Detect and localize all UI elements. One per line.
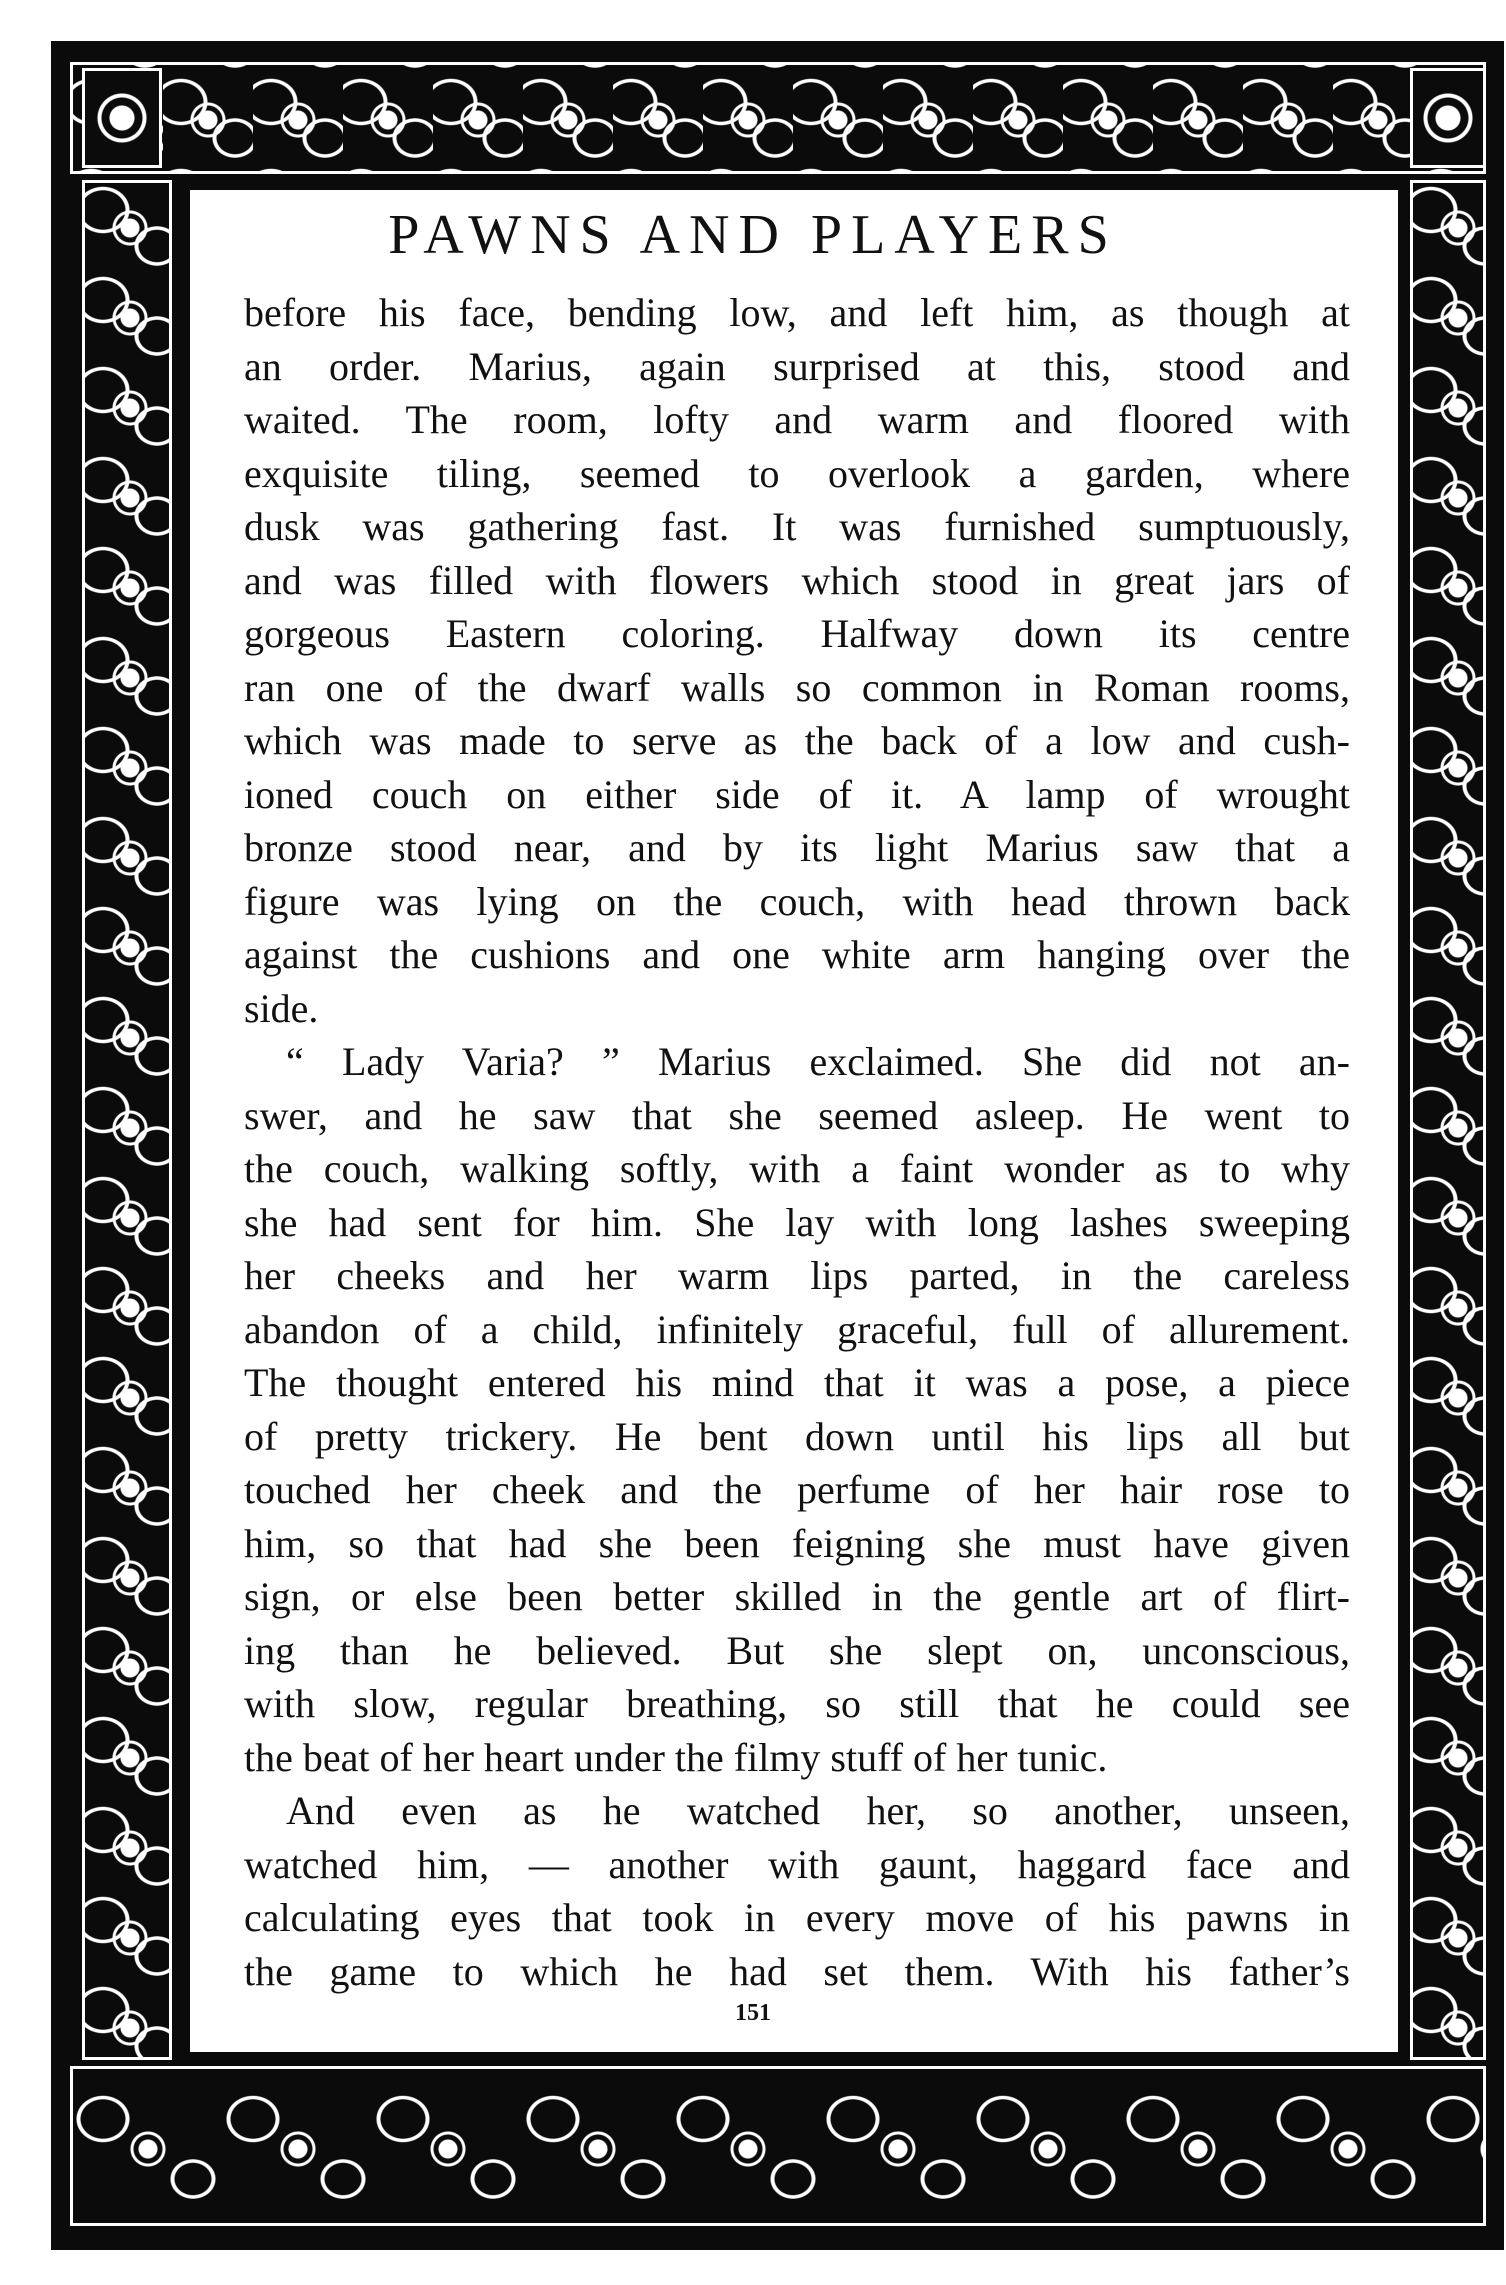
paragraph [244, 1035, 1350, 1784]
text-line: “ Lady Varia? ” Marius exclaimed. She did not an- [286, 1039, 1350, 1084]
text-line: waited. The room, lofty and warm and floored with [244, 397, 1350, 442]
text-line: touched her cheek and the perfume of her hair rose to [244, 1467, 1350, 1512]
text-line: her cheeks and her warm lips parted, in the careless [244, 1253, 1350, 1298]
left-ornament-band [82, 180, 172, 2060]
text-line: side. [244, 985, 319, 1031]
text-line: ioned couch on either side of it. A lamp of wrought [244, 771, 1350, 817]
text-line: sign, or else been better skilled in the gentle art of flirt- [244, 1574, 1350, 1619]
text-line: and was filled with flowers which stood in great jars of [244, 557, 1350, 603]
corner-flower-ornament [1410, 68, 1486, 168]
text-line: And even as he watched her, so another, unseen, [286, 1788, 1350, 1833]
running-head: PAWNS AND PLAYERS [388, 204, 1118, 266]
text-line: ran one of the dwarf walls so common in Roman rooms, [244, 664, 1350, 710]
bottom-ornament-band [70, 2066, 1486, 2226]
text-line: an order. Marius, again surprised at this, stood and [244, 343, 1350, 389]
text-line: exquisite tiling, seemed to overlook a garden, where [244, 450, 1350, 496]
text-line: with slow, regular breathing, so still that he could see [244, 1681, 1350, 1726]
text-line: gorgeous Eastern coloring. Halfway down its centre [244, 611, 1350, 656]
text-line: the game to which he had set them. With his father’s [244, 1948, 1350, 1994]
text-line: dusk was gathering fast. It was furnished sumptuously, [244, 504, 1350, 549]
paragraph [244, 1784, 1350, 1998]
corner-flower-ornament [82, 68, 162, 168]
text-line: calculating eyes that took in every move of his pawns in [244, 1895, 1350, 1940]
text-line: abandon of a child, infinitely graceful, full of allurement. [244, 1306, 1350, 1352]
text-line: him, so that had she been feigning she must have given [244, 1520, 1350, 1566]
text-line: of pretty trickery. He bent down until his lips all but [244, 1413, 1350, 1459]
text-line: bronze stood near, and by its light Marius saw that a [244, 825, 1350, 870]
text-line: figure was lying on the couch, with head thrown back [244, 878, 1350, 924]
paragraph [244, 286, 1350, 1035]
text-line: watched him, — another with gaunt, haggard face and [244, 1841, 1350, 1887]
page-number: 151 [735, 2000, 771, 2026]
text-line: which was made to serve as the back of a low and cush- [244, 718, 1350, 763]
text-line: the couch, walking softly, with a faint wonder as to why [244, 1146, 1350, 1191]
text-line: swer, and he saw that she seemed asleep. He went to [244, 1092, 1350, 1138]
text-line: before his face, bending low, and left him, as though at [244, 290, 1350, 335]
top-ornament-band [70, 62, 1486, 174]
text-line: against the cushions and one white arm hanging over the [244, 932, 1350, 977]
right-ornament-band [1410, 180, 1486, 2060]
text-line: she had sent for him. She lay with long lashes sweeping [244, 1199, 1350, 1245]
text-line: The thought entered his mind that it was a pose, a piece [244, 1360, 1350, 1405]
body-text [244, 286, 1350, 1998]
text-line: ing than he believed. But she slept on, unconscious, [244, 1627, 1350, 1673]
text-line: the beat of her heart under the filmy stuff of her tunic. [244, 1734, 1108, 1780]
